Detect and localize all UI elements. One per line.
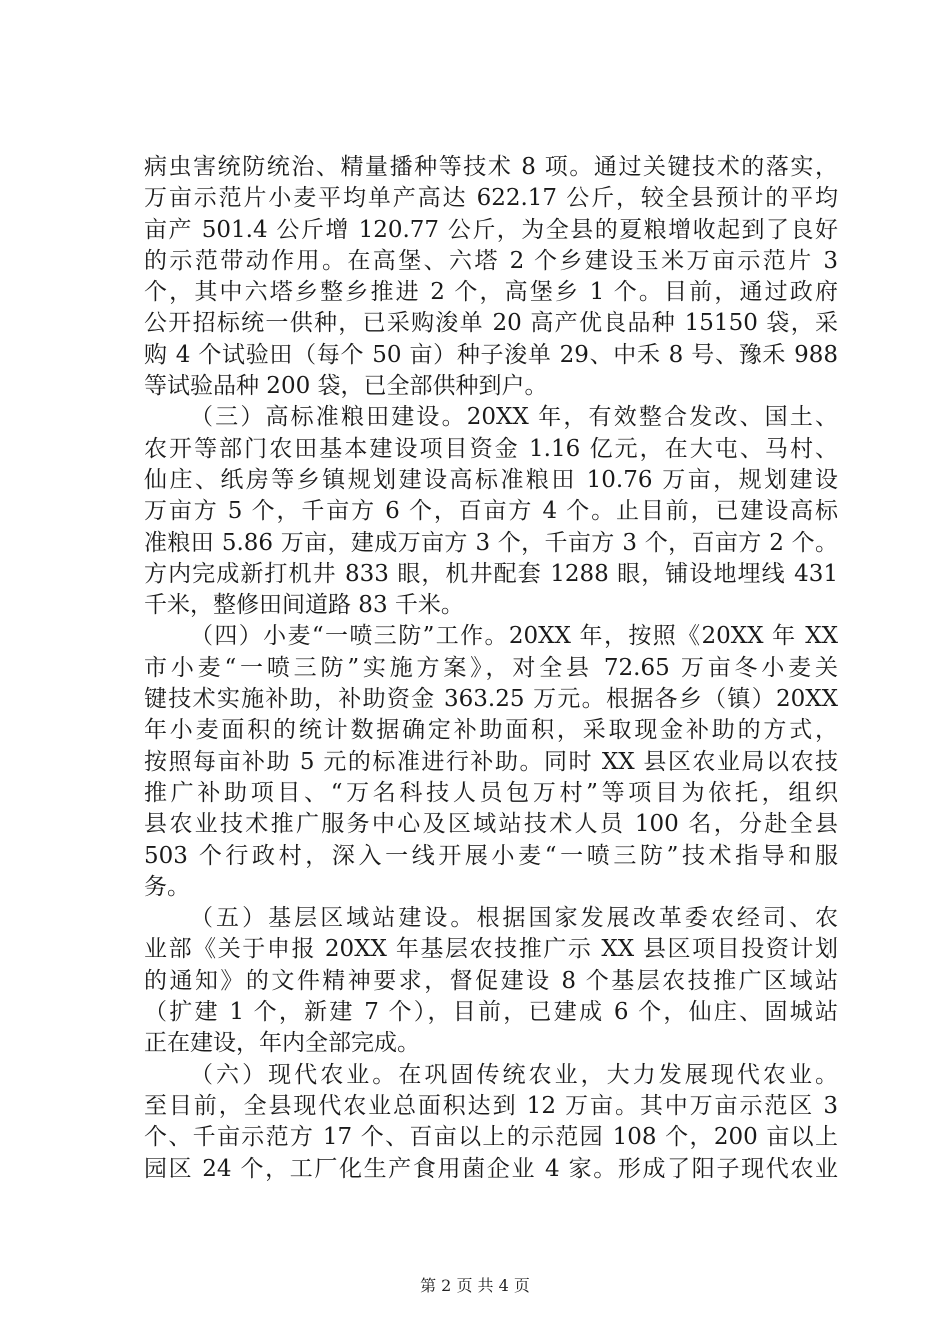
page-footer bbox=[0, 1273, 950, 1296]
text-line: 千米，整修田间道路 83 千米。 bbox=[144, 592, 464, 619]
text-line: 准粮田 5.86 万亩，建成万亩方 3 个，千亩方 3 个，百亩方 2 个。 bbox=[144, 529, 838, 556]
text-line: （五）基层区域站建设。根据国家发展改革委农经司、农 bbox=[190, 905, 838, 932]
text-line: 按照每亩补助 5 元的标准进行补助。同时 XX 县区农业局以农技 bbox=[144, 748, 838, 775]
text-line: （扩建 1 个，新建 7 个），目前，已建成 6 个，仙庄、固城站 bbox=[144, 999, 838, 1026]
text-line: 公开招标统一供种，已采购浚单 20 高产优良品种 15150 袋，采 bbox=[144, 310, 838, 337]
text-line: 园区 24 个，工厂化生产食用菌企业 4 家。形成了阳子现代农业 bbox=[144, 1155, 838, 1182]
text-line: （三）高标准粮田建设。20XX 年，有效整合发改、国土、 bbox=[190, 404, 838, 431]
text-line: 至目前，全县现代农业总面积达到 12 万亩。其中万亩示范区 3 bbox=[144, 1092, 838, 1119]
text-line: 推广补助项目、“万名科技人员包万村”等项目为依托，组织 bbox=[144, 779, 838, 806]
text-line: 年小麦面积的统计数据确定补助面积，采取现金补助的方式， bbox=[144, 717, 838, 744]
text-line: 等试验品种 200 袋，已全部供种到户。 bbox=[144, 373, 548, 400]
text-line: （四）小麦“一喷三防”工作。20XX 年，按照《20XX 年 XX bbox=[190, 623, 838, 650]
text-line: 购 4 个试验田（每个 50 亩）种子浚单 29、中禾 8 号、豫禾 988 bbox=[144, 341, 838, 368]
text-line: 个，其中六塔乡整乡推进 2 个，高堡乡 1 个。目前，通过政府 bbox=[144, 279, 838, 306]
text-line: 病虫害统防统治、精量播种等技术 8 项。通过关键技术的落实， bbox=[144, 154, 838, 180]
text-line: 503 个行政村，深入一线开展小麦“一喷三防”技术指导和服 bbox=[144, 842, 838, 869]
text-line: 的通知》的文件精神要求，督促建设 8 个基层农技推广区域站 bbox=[144, 967, 838, 994]
text-line: 县农业技术推广服务中心及区域站技术人员 100 名，分赴全县 bbox=[144, 811, 838, 838]
text-line: 务。 bbox=[144, 873, 190, 900]
page-number-label: 第 2 页 共 4 页 bbox=[420, 1276, 530, 1295]
text-line: 亩产 501.4 公斤增 120.77 公斤，为全县的夏粮增收起到了良好 bbox=[144, 216, 838, 243]
text-line: 键技术实施补助，补助资金 363.25 万元。根据各乡（镇）20XX bbox=[144, 686, 838, 713]
text-line: （六）现代农业。在巩固传统农业，大力发展现代农业。 bbox=[190, 1061, 838, 1088]
text-line: 仙庄、纸房等乡镇规划建设高标准粮田 10.76 万亩，规划建设 bbox=[144, 466, 838, 493]
document-body bbox=[144, 152, 838, 1185]
text-line: 正在建设，年内全部完成。 bbox=[144, 1030, 420, 1057]
text-line: 业部《关于申报 20XX 年基层农技推广示 XX 县区项目投资计划 bbox=[144, 936, 838, 963]
text-line: 农开等部门农田基本建设项目资金 1.16 亿元，在大屯、马村、 bbox=[144, 435, 838, 462]
text-line: 的示范带动作用。在高堡、六塔 2 个乡建设玉米万亩示范片 3 bbox=[144, 247, 838, 274]
text-line: 市小麦“一喷三防”实施方案》，对全县 72.65 万亩冬小麦关 bbox=[144, 654, 838, 681]
text-line: 个、千亩示范方 17 个、百亩以上的示范园 108 个，200 亩以上 bbox=[144, 1124, 838, 1151]
text-line: 万亩示范片小麦平均单产高达 622.17 公斤，较全县预计的平均 bbox=[144, 185, 838, 212]
text-line: 方内完成新打机井 833 眼，机井配套 1288 眼，铺设地埋线 431 bbox=[144, 560, 838, 587]
text-line: 万亩方 5 个，千亩方 6 个，百亩方 4 个。止目前，已建设高标 bbox=[144, 498, 838, 525]
